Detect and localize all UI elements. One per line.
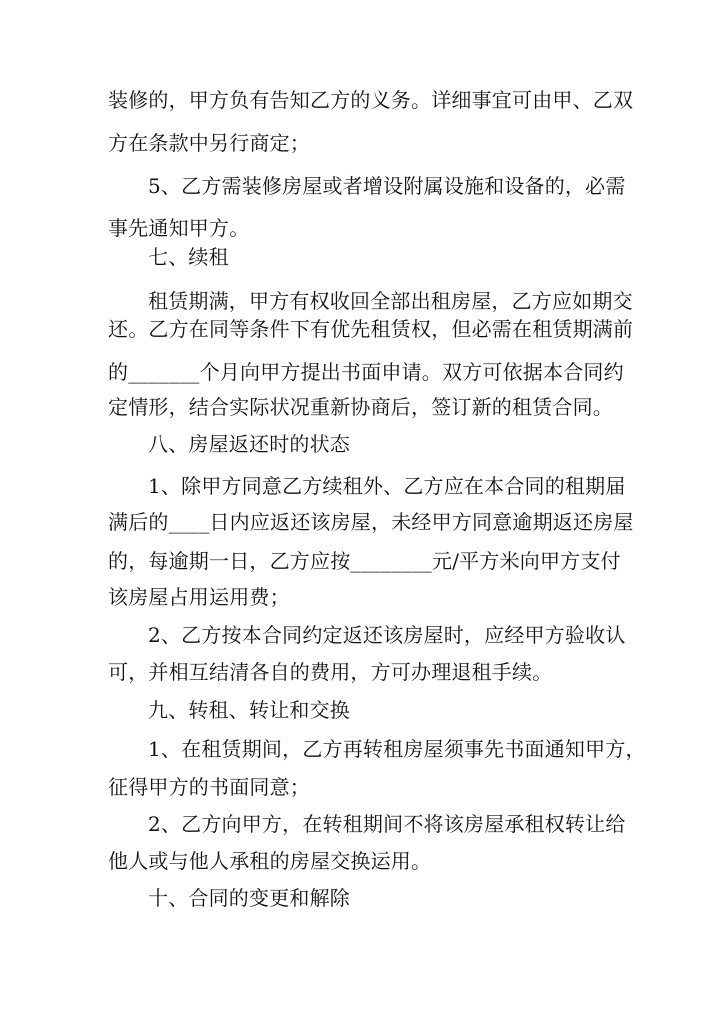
text-line: 满后的____日内应返还该房屋，未经甲方同意逾期返还房屋 bbox=[108, 510, 634, 534]
text-line: 2、乙方向甲方，在转租期间不将该房屋承租权转让给 bbox=[148, 812, 626, 836]
text-line: 他人或与他人承租的房屋交换运用。 bbox=[108, 849, 432, 873]
text-line: 可，并相互结清各自的费用，方可办理退租手续。 bbox=[108, 660, 553, 684]
text-line: 5、乙方需装修房屋或者增设附属设施和设备的，必需 bbox=[148, 174, 626, 198]
section-heading: 七、续租 bbox=[148, 245, 229, 269]
text-line: 还。乙方在同等条件下有优先租赁权，但必需在租赁期满前 bbox=[108, 317, 634, 341]
text-line: 1、除甲方同意乙方续租外、乙方应在本合同的租期届 bbox=[148, 474, 626, 498]
text-line: 2、乙方按本合同约定返还该房屋时，应经甲方验收认 bbox=[148, 623, 626, 647]
text-line: 征得甲方的书面同意； bbox=[108, 775, 310, 799]
text-line: 的，每逾期一日，乙方应按________元/平方米向甲方支付 bbox=[108, 549, 621, 573]
text-line: 装修的，甲方负有告知乙方的义务。详细事宜可由甲、乙双 bbox=[108, 88, 634, 112]
section-heading: 九、转租、转让和交换 bbox=[148, 698, 350, 722]
text-line: 方在条款中另行商定； bbox=[108, 131, 310, 155]
text-line: 1、在租赁期间，乙方再转租房屋须事先书面通知甲方， bbox=[148, 737, 646, 761]
text-line: 租赁期满，甲方有权收回全部出租房屋，乙方应如期交 bbox=[148, 289, 633, 313]
text-line: 的_______个月向甲方提出书面申请。双方可依据本合同约 bbox=[108, 360, 624, 384]
text-line: 该房屋占用运用费； bbox=[108, 585, 290, 609]
section-heading: 十、合同的变更和解除 bbox=[148, 886, 350, 910]
section-heading: 八、房屋返还时的状态 bbox=[148, 432, 350, 456]
text-line: 定情形，结合实际状况重新协商后，签订新的租赁合同。 bbox=[108, 395, 613, 419]
text-line: 事先通知甲方。 bbox=[108, 216, 250, 240]
